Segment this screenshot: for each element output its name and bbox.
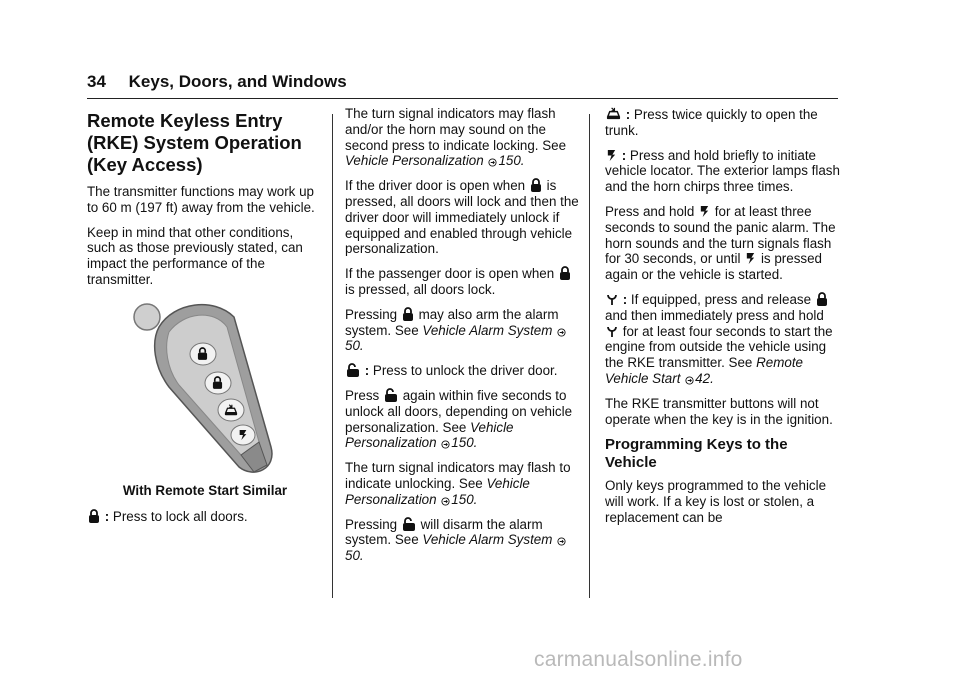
- paragraph-locking-feedback: The turn signal indicators may flash and/or the horn may sound on the second press to indicate locking. See Vehicle Personalization 150.: [345, 106, 567, 169]
- paragraph-unlock: : Press to unlock the driver door.: [345, 363, 581, 379]
- page-header: [87, 72, 347, 92]
- page-reference-arrow-icon: [685, 376, 694, 385]
- page-reference-arrow-icon: [557, 537, 566, 546]
- paragraph-remote-start: : If equipped, press and release and then immediately press and hold for at least four seconds to start the engine from outside the vehicle using the RKE transmitter. See Remote Vehicle Start 42.: [605, 291, 833, 386]
- paragraph-lock: : Press to lock all doors.: [87, 509, 323, 525]
- unlock-icon: [402, 517, 416, 531]
- watermark-text: carmanualsonline.info: [534, 648, 743, 671]
- remote-start-icon: [606, 292, 618, 306]
- header-rule: [87, 98, 838, 99]
- paragraph-unlock-all: Press again within five seconds to unlock all doors, depending on vehicle personalization. See Vehicle Personalization 150.: [345, 387, 573, 451]
- paragraph-conditions: Keep in mind that other conditions, such as those previously stated, can impact the performance of the transmitter.: [87, 224, 303, 287]
- paragraph-passenger-door: If the passenger door is open when is pressed, all doors lock.: [345, 266, 581, 298]
- paragraph-panic-alarm: Press and hold for at least three seconds to sound the panic alarm. The horn sounds and the turn signals flash for 30 seconds, or until is pressed again or the vehicle is started.: [605, 203, 836, 283]
- cross-reference-link[interactable]: Vehicle Personalization: [345, 475, 530, 507]
- figure-caption: With Remote Start Similar: [122, 482, 288, 498]
- panic-icon: [745, 252, 756, 265]
- subsection-heading: Programming Keys to the Vehicle: [605, 436, 788, 472]
- column-2: [345, 106, 581, 573]
- paragraph-disarm-alarm: Pressing will disarm the alarm system. See Vehicle Alarm System 50.: [345, 517, 581, 564]
- panic-icon: [606, 149, 617, 162]
- cross-reference-link[interactable]: Vehicle Alarm System: [422, 322, 553, 338]
- lock-icon: [816, 292, 828, 306]
- column-divider-2: [589, 114, 590, 598]
- unlock-icon: [346, 363, 360, 377]
- chapter-title: Keys, Doors, and Windows: [128, 72, 347, 91]
- cross-reference-link[interactable]: Vehicle Alarm System: [422, 532, 553, 548]
- cross-reference-link[interactable]: Remote Vehicle Start: [605, 355, 803, 386]
- page-number: 34: [87, 72, 106, 91]
- paragraph-programming: Only keys programmed to the vehicle will work. If a key is lost or stolen, a replacement can be: [605, 478, 827, 525]
- column-1: [87, 106, 323, 533]
- unlock-icon: [384, 388, 398, 402]
- cross-reference-link[interactable]: Vehicle Personalization: [345, 419, 514, 451]
- paragraph-range: The transmitter functions may work up to 60 m (197 ft) away from the vehicle.: [87, 184, 315, 215]
- column-3: [605, 106, 840, 535]
- section-heading: Remote Keyless Entry (RKE) System Operation (Key Access): [87, 110, 302, 175]
- paragraph-vehicle-locator: : Press and hold briefly to initiate vehicle locator. The exterior lamps flash and the horn chirps three times.: [605, 147, 840, 195]
- paragraph-unlock-feedback: The turn signal indicators may flash to indicate unlocking. See Vehicle Personalization 150.: [345, 460, 571, 507]
- lock-icon: [530, 178, 542, 192]
- cross-reference-link[interactable]: Vehicle Personalization: [345, 153, 484, 169]
- lock-icon: [559, 266, 571, 280]
- trunk-icon: [606, 106, 621, 121]
- paragraph-ignition-note: The RKE transmitter buttons will not operate when the key is in the ignition.: [605, 395, 833, 427]
- paragraph-trunk: : Press twice quickly to open the trunk.: [605, 107, 818, 138]
- page-reference-arrow-icon: [557, 328, 566, 337]
- page-reference-arrow-icon: [441, 497, 450, 506]
- paragraph-driver-door: If the driver door is open when is pressed, all doors will lock and then the driver door will immediately unlock if equipped and enabled through vehicle personalization.: [345, 178, 579, 257]
- key-fob-illustration: [129, 297, 279, 477]
- remote-start-icon: [606, 324, 618, 338]
- lock-icon: [402, 307, 414, 321]
- paragraph-arm-alarm: Pressing may also arm the alarm system. See Vehicle Alarm System 50.: [345, 307, 581, 354]
- column-divider-1: [332, 114, 333, 598]
- panic-icon: [699, 205, 710, 218]
- page-reference-arrow-icon: [441, 440, 450, 449]
- lock-icon: [88, 509, 100, 523]
- page-reference-arrow-icon: [488, 158, 497, 167]
